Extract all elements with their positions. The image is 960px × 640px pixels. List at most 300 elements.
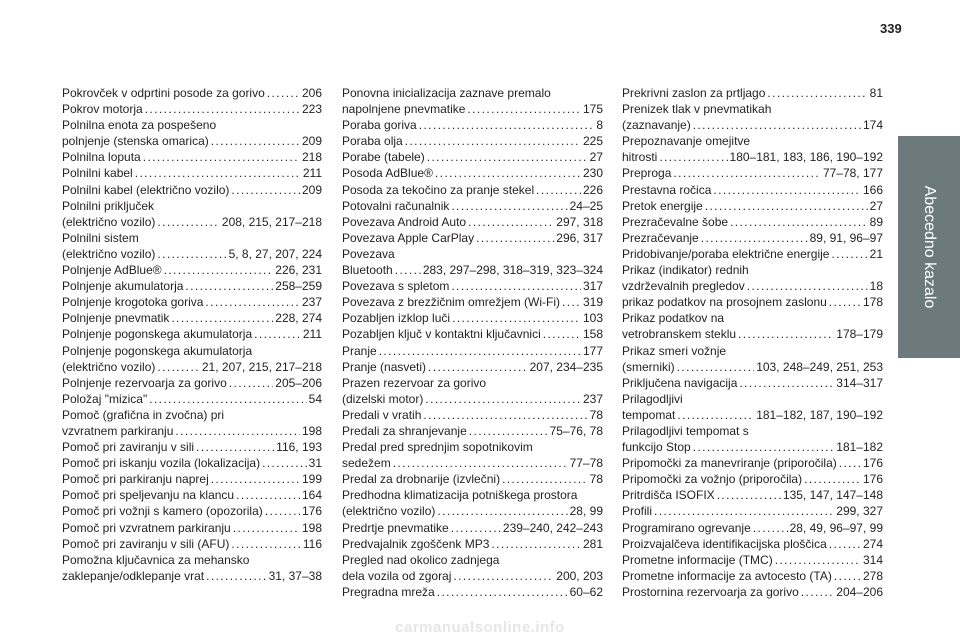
index-entry-pages: 228, 274 bbox=[275, 311, 322, 326]
dot-leader bbox=[659, 149, 727, 165]
index-entry bbox=[62, 182, 322, 198]
dot-leader bbox=[739, 375, 834, 391]
dot-leader bbox=[468, 214, 554, 230]
index-entry-line: Polnilni sistem bbox=[62, 230, 139, 245]
index-entry-line: Pregled nad okolico zadnjega bbox=[342, 552, 500, 567]
index-entry-row bbox=[342, 149, 603, 165]
index-entry-row bbox=[62, 101, 322, 117]
index-entry-line: Pomoč (grafična in zvočna) pri bbox=[62, 407, 225, 422]
index-entry-row bbox=[342, 503, 603, 519]
index-entry-row bbox=[622, 471, 883, 487]
index-entry bbox=[62, 536, 322, 552]
dot-leader bbox=[543, 326, 581, 342]
dot-leader bbox=[425, 391, 581, 407]
dot-leader bbox=[435, 165, 581, 181]
section-tab bbox=[898, 136, 960, 358]
dot-leader bbox=[254, 326, 301, 342]
index-entry bbox=[62, 391, 322, 407]
index-entry bbox=[342, 343, 603, 359]
index-entry-term: Prometne informacije (TMC) bbox=[622, 552, 773, 567]
index-entry-line: Prazen rezervoar za gorivo bbox=[342, 375, 487, 390]
index-entry-pages: 21, 207, 215, 217–218 bbox=[201, 359, 322, 374]
index-entry-pages: 89, 91, 96–97 bbox=[809, 230, 883, 245]
index-entry bbox=[342, 246, 603, 278]
index-entry-pages: 78 bbox=[589, 472, 603, 487]
index-entry-row bbox=[342, 198, 603, 214]
index-entry-term: Posoda za tekočino za pranje stekel bbox=[342, 182, 535, 197]
dot-leader bbox=[265, 503, 300, 519]
index-entry-row bbox=[62, 85, 322, 101]
index-entry-term: Pomoč pri vzvratnem parkiranju bbox=[62, 520, 231, 535]
index-entry-row bbox=[622, 359, 883, 375]
index-entry bbox=[342, 536, 603, 552]
index-entry-term: Porabe (tabele) bbox=[342, 150, 425, 165]
index-entry-term: Pretok energije bbox=[622, 198, 703, 213]
index-entry bbox=[342, 133, 603, 149]
watermark: carmanualsonline.info bbox=[395, 619, 565, 636]
dot-leader bbox=[164, 262, 274, 278]
index-entry-pages: 274 bbox=[862, 536, 883, 551]
index-entry bbox=[622, 471, 883, 487]
index-entry-term: (dizelski motor) bbox=[342, 391, 424, 406]
dot-leader bbox=[829, 536, 861, 552]
index-entry-pages: 226 bbox=[582, 182, 603, 197]
index-entry-pages: 226, 231 bbox=[275, 263, 322, 278]
dot-leader bbox=[157, 359, 200, 375]
index-entry-row bbox=[342, 359, 603, 375]
dot-leader bbox=[205, 294, 300, 310]
index-entry bbox=[622, 455, 883, 471]
index-entry-pages: 116, 193 bbox=[276, 440, 322, 455]
index-entry bbox=[622, 391, 883, 423]
index-entry-pages: 177 bbox=[582, 343, 603, 358]
index-entry-row bbox=[62, 326, 322, 342]
index-entry-pages: 314–317 bbox=[836, 375, 883, 390]
index-entry-row bbox=[62, 359, 322, 375]
index-entry bbox=[342, 584, 603, 600]
index-entry-pages: 103 bbox=[582, 311, 603, 326]
index-entry-line: Prenizek tlak v pnevmatikah bbox=[622, 102, 772, 117]
index-entry-term: Povezava Apple CarPlay bbox=[342, 230, 475, 245]
dot-leader bbox=[677, 359, 755, 375]
dot-leader bbox=[775, 552, 861, 568]
index-entry bbox=[342, 214, 603, 230]
index-entry-term: Polnjenje krogotoka goriva bbox=[62, 295, 204, 310]
dot-leader bbox=[747, 278, 868, 294]
index-entry-row bbox=[342, 326, 603, 342]
dot-leader bbox=[135, 165, 301, 181]
index-entry-line: Polnilna enota za pospešeno bbox=[62, 118, 217, 133]
index-entry-pages: 103, 248–249, 251, 253 bbox=[756, 359, 883, 374]
index-entry-row bbox=[62, 133, 322, 149]
index-entry-term: vzvratnem parkiranju bbox=[62, 423, 174, 438]
index-entry-term: Polnjenje pnevmatik bbox=[62, 311, 170, 326]
index-entry bbox=[622, 423, 883, 455]
dot-leader bbox=[229, 375, 274, 391]
index-entry-row bbox=[342, 310, 603, 326]
index-entry-term: Polnjenje rezervoarja za gorivo bbox=[62, 375, 227, 390]
dot-leader bbox=[451, 198, 567, 214]
index-entry-term: Povezava Android Auto bbox=[342, 214, 467, 229]
index-entry bbox=[342, 471, 603, 487]
index-entry-pages: 164 bbox=[301, 488, 322, 503]
dot-leader bbox=[451, 278, 581, 294]
index-entry-row bbox=[62, 520, 322, 536]
index-entry-pages: 166 bbox=[862, 182, 883, 197]
dot-leader bbox=[379, 343, 581, 359]
index-entry-term: Potovalni računalnik bbox=[342, 198, 450, 213]
dot-leader bbox=[393, 455, 568, 471]
index-entry-term: Preproga bbox=[622, 166, 672, 181]
index-entry bbox=[62, 520, 322, 536]
index-entry-row bbox=[622, 487, 883, 503]
index-entry bbox=[342, 294, 603, 310]
index-entry-pages: 317 bbox=[582, 279, 603, 294]
index-entry-pages: 176 bbox=[301, 504, 322, 519]
index-entry-term: Priključena navigacija bbox=[622, 375, 738, 390]
index-entry-line: Ponovna inicializacija zaznave premalo bbox=[342, 86, 551, 100]
dot-leader bbox=[233, 520, 300, 536]
index-entry bbox=[342, 278, 603, 294]
index-entry-term: Proizvajalčeva identifikacijska ploščica bbox=[622, 536, 827, 551]
dot-leader bbox=[453, 568, 554, 584]
index-entry-pages: 175 bbox=[582, 102, 603, 117]
index-entry-term: Pomoč pri iskanju vozila (lokalizacija) bbox=[62, 456, 261, 471]
dot-leader bbox=[693, 439, 835, 455]
dot-leader bbox=[467, 101, 581, 117]
index-entry-pages: 296, 317 bbox=[556, 230, 603, 245]
index-entry-pages: 319 bbox=[582, 295, 603, 310]
index-entry-row bbox=[342, 182, 603, 198]
index-entry-pages: 239–240, 242–243 bbox=[502, 520, 603, 535]
index-entry bbox=[622, 503, 883, 519]
index-entry-row bbox=[342, 423, 603, 439]
index-entry-pages: 223 bbox=[301, 102, 322, 117]
dot-leader bbox=[502, 471, 588, 487]
index-entry bbox=[622, 568, 883, 584]
index-entry-row bbox=[62, 165, 322, 181]
index-entry-pages: 218 bbox=[301, 150, 322, 165]
index-entry-term: Predrtje pnevmatike bbox=[342, 520, 449, 535]
index-entry-pages: 297, 318 bbox=[556, 214, 603, 229]
index-entry-row bbox=[62, 568, 322, 584]
index-entry-row bbox=[622, 149, 883, 165]
index-entry bbox=[622, 552, 883, 568]
index-entry-row bbox=[622, 278, 883, 294]
index-entry-term: Pritrdišča ISOFIX bbox=[622, 488, 715, 503]
section-tab-label: Abecedno kazalo bbox=[921, 185, 938, 309]
dot-leader bbox=[267, 85, 300, 101]
index-entry-pages: 77–78, 177 bbox=[822, 166, 883, 181]
index-entry bbox=[622, 101, 883, 133]
dot-leader bbox=[701, 230, 808, 246]
index-entry bbox=[622, 375, 883, 391]
dot-leader bbox=[196, 439, 274, 455]
index-entry-row bbox=[342, 165, 603, 181]
index-entry-pages: 207, 234–235 bbox=[529, 359, 603, 374]
index-entry-row bbox=[342, 407, 603, 423]
index-entry-row bbox=[342, 471, 603, 487]
index-entry-row bbox=[622, 230, 883, 246]
index-entry bbox=[62, 455, 322, 471]
index-entry-term: Pomoč pri vožnji s kamero (opozorila) bbox=[62, 504, 263, 519]
index-entry bbox=[622, 165, 883, 181]
dot-leader bbox=[437, 503, 567, 519]
index-entry bbox=[342, 230, 603, 246]
index-entry-row bbox=[342, 117, 603, 133]
dot-leader bbox=[536, 182, 581, 198]
dot-leader bbox=[753, 520, 788, 536]
dot-leader bbox=[262, 455, 307, 471]
dot-leader bbox=[804, 471, 861, 487]
index-entry bbox=[62, 117, 322, 149]
index-entry-row bbox=[622, 246, 883, 262]
index-entry-row bbox=[62, 294, 322, 310]
index-entry-term: (smerniki) bbox=[622, 359, 675, 374]
index-entry bbox=[62, 326, 322, 342]
index-entry-row bbox=[62, 536, 322, 552]
dot-leader bbox=[693, 117, 861, 133]
index-entry bbox=[62, 262, 322, 278]
index-entry bbox=[622, 230, 883, 246]
index-entry-row bbox=[622, 326, 883, 342]
dot-leader bbox=[157, 246, 226, 262]
index-entry-row bbox=[622, 584, 883, 600]
index-entry-term: Polnjenje akumulatorja bbox=[62, 279, 184, 294]
index-entry-row bbox=[62, 375, 322, 391]
index-entry-line: Prepoznavanje omejitve bbox=[622, 134, 751, 149]
index-entry-pages: 75–76, 78 bbox=[549, 423, 603, 438]
index-entry-term: Pomoč pri parkiranju naprej bbox=[62, 472, 209, 487]
index-entry-term: Prezračevanje bbox=[622, 230, 699, 245]
dot-leader bbox=[767, 85, 867, 101]
index-entry-term: Povezava z brezžičnim omrežjem (Wi-Fi) bbox=[342, 295, 561, 310]
index-entry bbox=[62, 407, 322, 439]
index-entry bbox=[622, 487, 883, 503]
index-entry bbox=[342, 310, 603, 326]
index-entry bbox=[342, 520, 603, 536]
index-entry bbox=[342, 359, 603, 375]
index-entry-term: Predvajalnik zgoščenk MP3 bbox=[342, 536, 490, 551]
index-entry-row bbox=[62, 182, 322, 198]
index-entry-row bbox=[62, 214, 322, 230]
index-entry-row bbox=[622, 165, 883, 181]
index-entry-row bbox=[342, 520, 603, 536]
index-entry-term: Predal za drobnarije (izvlečni) bbox=[342, 472, 501, 487]
index-entry-row bbox=[62, 423, 322, 439]
index-entry bbox=[342, 149, 603, 165]
index-entry-term: Pripomočki za manevriranje (priporočila) bbox=[622, 456, 837, 471]
index-entry-pages: 209 bbox=[301, 182, 322, 197]
index-entry-term: Bluetooth bbox=[342, 263, 393, 278]
dot-leader bbox=[730, 214, 868, 230]
index-entry-line: Povezava bbox=[342, 246, 395, 261]
index-entry-pages: 174 bbox=[862, 118, 883, 133]
index-entry-term: Pomoč pri zaviranju v sili bbox=[62, 440, 195, 455]
index-entry-term: Poraba goriva bbox=[342, 118, 417, 133]
dot-leader bbox=[185, 278, 273, 294]
index-entry-term: (zaznavanje) bbox=[622, 118, 691, 133]
index-entry-term: dela vozila od zgoraj bbox=[342, 568, 452, 583]
index-entry-row bbox=[622, 375, 883, 391]
index-entry-pages: 81 bbox=[869, 86, 883, 100]
index-entry bbox=[342, 326, 603, 342]
index-entry-term: Pripomočki za vožnjo (priporočila) bbox=[622, 472, 803, 487]
index-entry-row bbox=[62, 487, 322, 503]
index-entry bbox=[62, 165, 322, 181]
index-entry bbox=[342, 487, 603, 519]
index-entry-pages: 27 bbox=[589, 150, 603, 165]
index-entry-pages: 281 bbox=[582, 536, 603, 551]
index-entry bbox=[622, 246, 883, 262]
index-entry-term: Pomoč pri zaviranju v sili (AFU) bbox=[62, 536, 230, 551]
dot-leader bbox=[451, 520, 501, 536]
index-entry-term: tempomat bbox=[622, 407, 676, 422]
index-entry-term: Predali za shranjevanje bbox=[342, 423, 467, 438]
dot-leader bbox=[469, 423, 548, 439]
dot-leader bbox=[231, 182, 300, 198]
index-entry-term: Povezava s spletom bbox=[342, 279, 450, 294]
index-entry bbox=[342, 375, 603, 407]
index-entry-term: Položaj "mizica" bbox=[62, 391, 148, 406]
index-entry-pages: 211 bbox=[302, 327, 322, 342]
dot-leader bbox=[405, 133, 581, 149]
index-entry-row bbox=[62, 471, 322, 487]
index-entry-row bbox=[342, 584, 603, 600]
index-entry-term: napolnjene pnevmatike bbox=[342, 102, 466, 117]
index-entry-pages: 28, 99 bbox=[569, 504, 603, 519]
index-entry-pages: 180–181, 183, 186, 190–192 bbox=[729, 150, 883, 165]
dot-leader bbox=[654, 503, 834, 519]
index-entry-row bbox=[342, 101, 603, 117]
index-entry bbox=[622, 343, 883, 375]
dot-leader bbox=[705, 198, 868, 214]
index-entry-pages: 278 bbox=[862, 568, 883, 583]
index-entry bbox=[342, 423, 603, 439]
dot-leader bbox=[437, 584, 568, 600]
index-entry bbox=[342, 198, 603, 214]
index-entry-pages: 237 bbox=[301, 295, 322, 310]
index-entry-term: Pokrov motorja bbox=[62, 102, 143, 117]
index-entry-row bbox=[342, 455, 603, 471]
index-entry-pages: 78 bbox=[589, 407, 603, 422]
index-entry-pages: 199 bbox=[301, 472, 322, 487]
index-entry-term: Posoda AdBlue® bbox=[342, 166, 433, 181]
index-entry bbox=[342, 182, 603, 198]
index-entry-term: funkcijo Stop bbox=[622, 440, 691, 455]
dot-leader bbox=[175, 423, 300, 439]
index-entry-row bbox=[342, 278, 603, 294]
index-entry-row bbox=[622, 214, 883, 230]
index-entry bbox=[622, 294, 883, 310]
index-entry-term: Polnilni kabel bbox=[62, 166, 133, 181]
index-entry-pages: 299, 327 bbox=[836, 504, 883, 519]
index-entry bbox=[342, 117, 603, 133]
index-entry-pages: 27 bbox=[869, 198, 883, 213]
index-entry bbox=[622, 520, 883, 536]
index-entry-line: Prikaz (indikator) rednih bbox=[622, 263, 749, 278]
index-entry-line: Polnilni priključek bbox=[62, 198, 155, 213]
index-entry bbox=[342, 165, 603, 181]
index-entry-term: vetrobranskem steklu bbox=[622, 327, 737, 342]
index-entry-term: Predali v vratih bbox=[342, 407, 422, 422]
index-entry-term: Prezračevalne šobe bbox=[622, 214, 729, 229]
dot-leader bbox=[738, 326, 834, 342]
index-entry-row bbox=[62, 455, 322, 471]
index-entry-pages: 198 bbox=[301, 423, 322, 438]
index-entry-row bbox=[622, 568, 883, 584]
index-entry-row bbox=[342, 568, 603, 584]
index-entry bbox=[62, 149, 322, 165]
index-entry-pages: 31 bbox=[308, 456, 322, 471]
index-entry-row bbox=[622, 294, 883, 310]
index-entry-pages: 258–259 bbox=[275, 279, 322, 294]
index-entry bbox=[62, 503, 322, 519]
index-entry bbox=[622, 536, 883, 552]
index-entry-pages: 206 bbox=[301, 86, 322, 100]
dot-leader bbox=[423, 407, 587, 423]
dot-leader bbox=[231, 536, 300, 552]
index-entry-row bbox=[62, 246, 322, 262]
index-entry-pages: 211 bbox=[302, 166, 322, 181]
index-entry-row bbox=[622, 536, 883, 552]
dot-leader bbox=[834, 568, 861, 584]
index-entry-term: prikaz podatkov na prosojnem zaslonu bbox=[622, 295, 827, 310]
dot-leader bbox=[395, 262, 421, 278]
index-entry-pages: 208, 215, 217–218 bbox=[221, 214, 322, 229]
index-entry-pages: 135, 147, 147–148 bbox=[782, 488, 883, 503]
index-entry-line: Prilagodljivi tempomat s bbox=[622, 423, 749, 438]
index-entry-row bbox=[622, 182, 883, 198]
index-entry-row bbox=[342, 536, 603, 552]
index-entry-term: Prestavna ročica bbox=[622, 182, 712, 197]
dot-leader bbox=[211, 471, 300, 487]
dot-leader bbox=[145, 101, 300, 117]
index-entry-row bbox=[342, 262, 603, 278]
dot-leader bbox=[476, 230, 554, 246]
index-entry-line: Prikaz podatkov na bbox=[622, 311, 725, 326]
index-entry-term: zaklepanje/odklepanje vrat bbox=[62, 568, 205, 583]
index-entry bbox=[62, 310, 322, 326]
index-entry-row bbox=[622, 455, 883, 471]
index-entry-pages: 283, 297–298, 318–319, 323–324 bbox=[422, 263, 603, 278]
index-column-2 bbox=[342, 85, 603, 600]
index-entry-pages: 158 bbox=[582, 327, 603, 342]
index-entry-term: vzdrževalnih pregledov bbox=[622, 279, 745, 294]
index-entry-term: (električno vozilo) bbox=[62, 246, 156, 261]
dot-leader bbox=[206, 568, 267, 584]
index-entry-pages: 205–206 bbox=[275, 375, 322, 390]
index-entry-term: (električno vozilo) bbox=[62, 214, 156, 229]
index-entry bbox=[62, 487, 322, 503]
index-entry-pages: 181–182 bbox=[836, 440, 883, 455]
index-entry-row bbox=[622, 503, 883, 519]
index-entry-term: Pranje (nasveti) bbox=[342, 359, 427, 374]
index-entry bbox=[62, 343, 322, 375]
index-entry bbox=[622, 214, 883, 230]
index-entry bbox=[342, 407, 603, 423]
index-entry bbox=[62, 439, 322, 455]
index-entry-term: Prekrivni zaslon za prtljago bbox=[622, 86, 766, 100]
index-entry-term: Prostornina rezervoarja za gorivo bbox=[622, 584, 799, 599]
index-entry-row bbox=[62, 310, 322, 326]
index-entry-row bbox=[622, 85, 883, 101]
index-entry-term: Prometne informacije za avtocesto (TA) bbox=[622, 568, 832, 583]
index-entry-pages: 24–25 bbox=[569, 198, 603, 213]
dot-leader bbox=[143, 149, 300, 165]
index-entry-term: Pregradna mreža bbox=[342, 584, 435, 599]
dot-leader bbox=[673, 165, 821, 181]
